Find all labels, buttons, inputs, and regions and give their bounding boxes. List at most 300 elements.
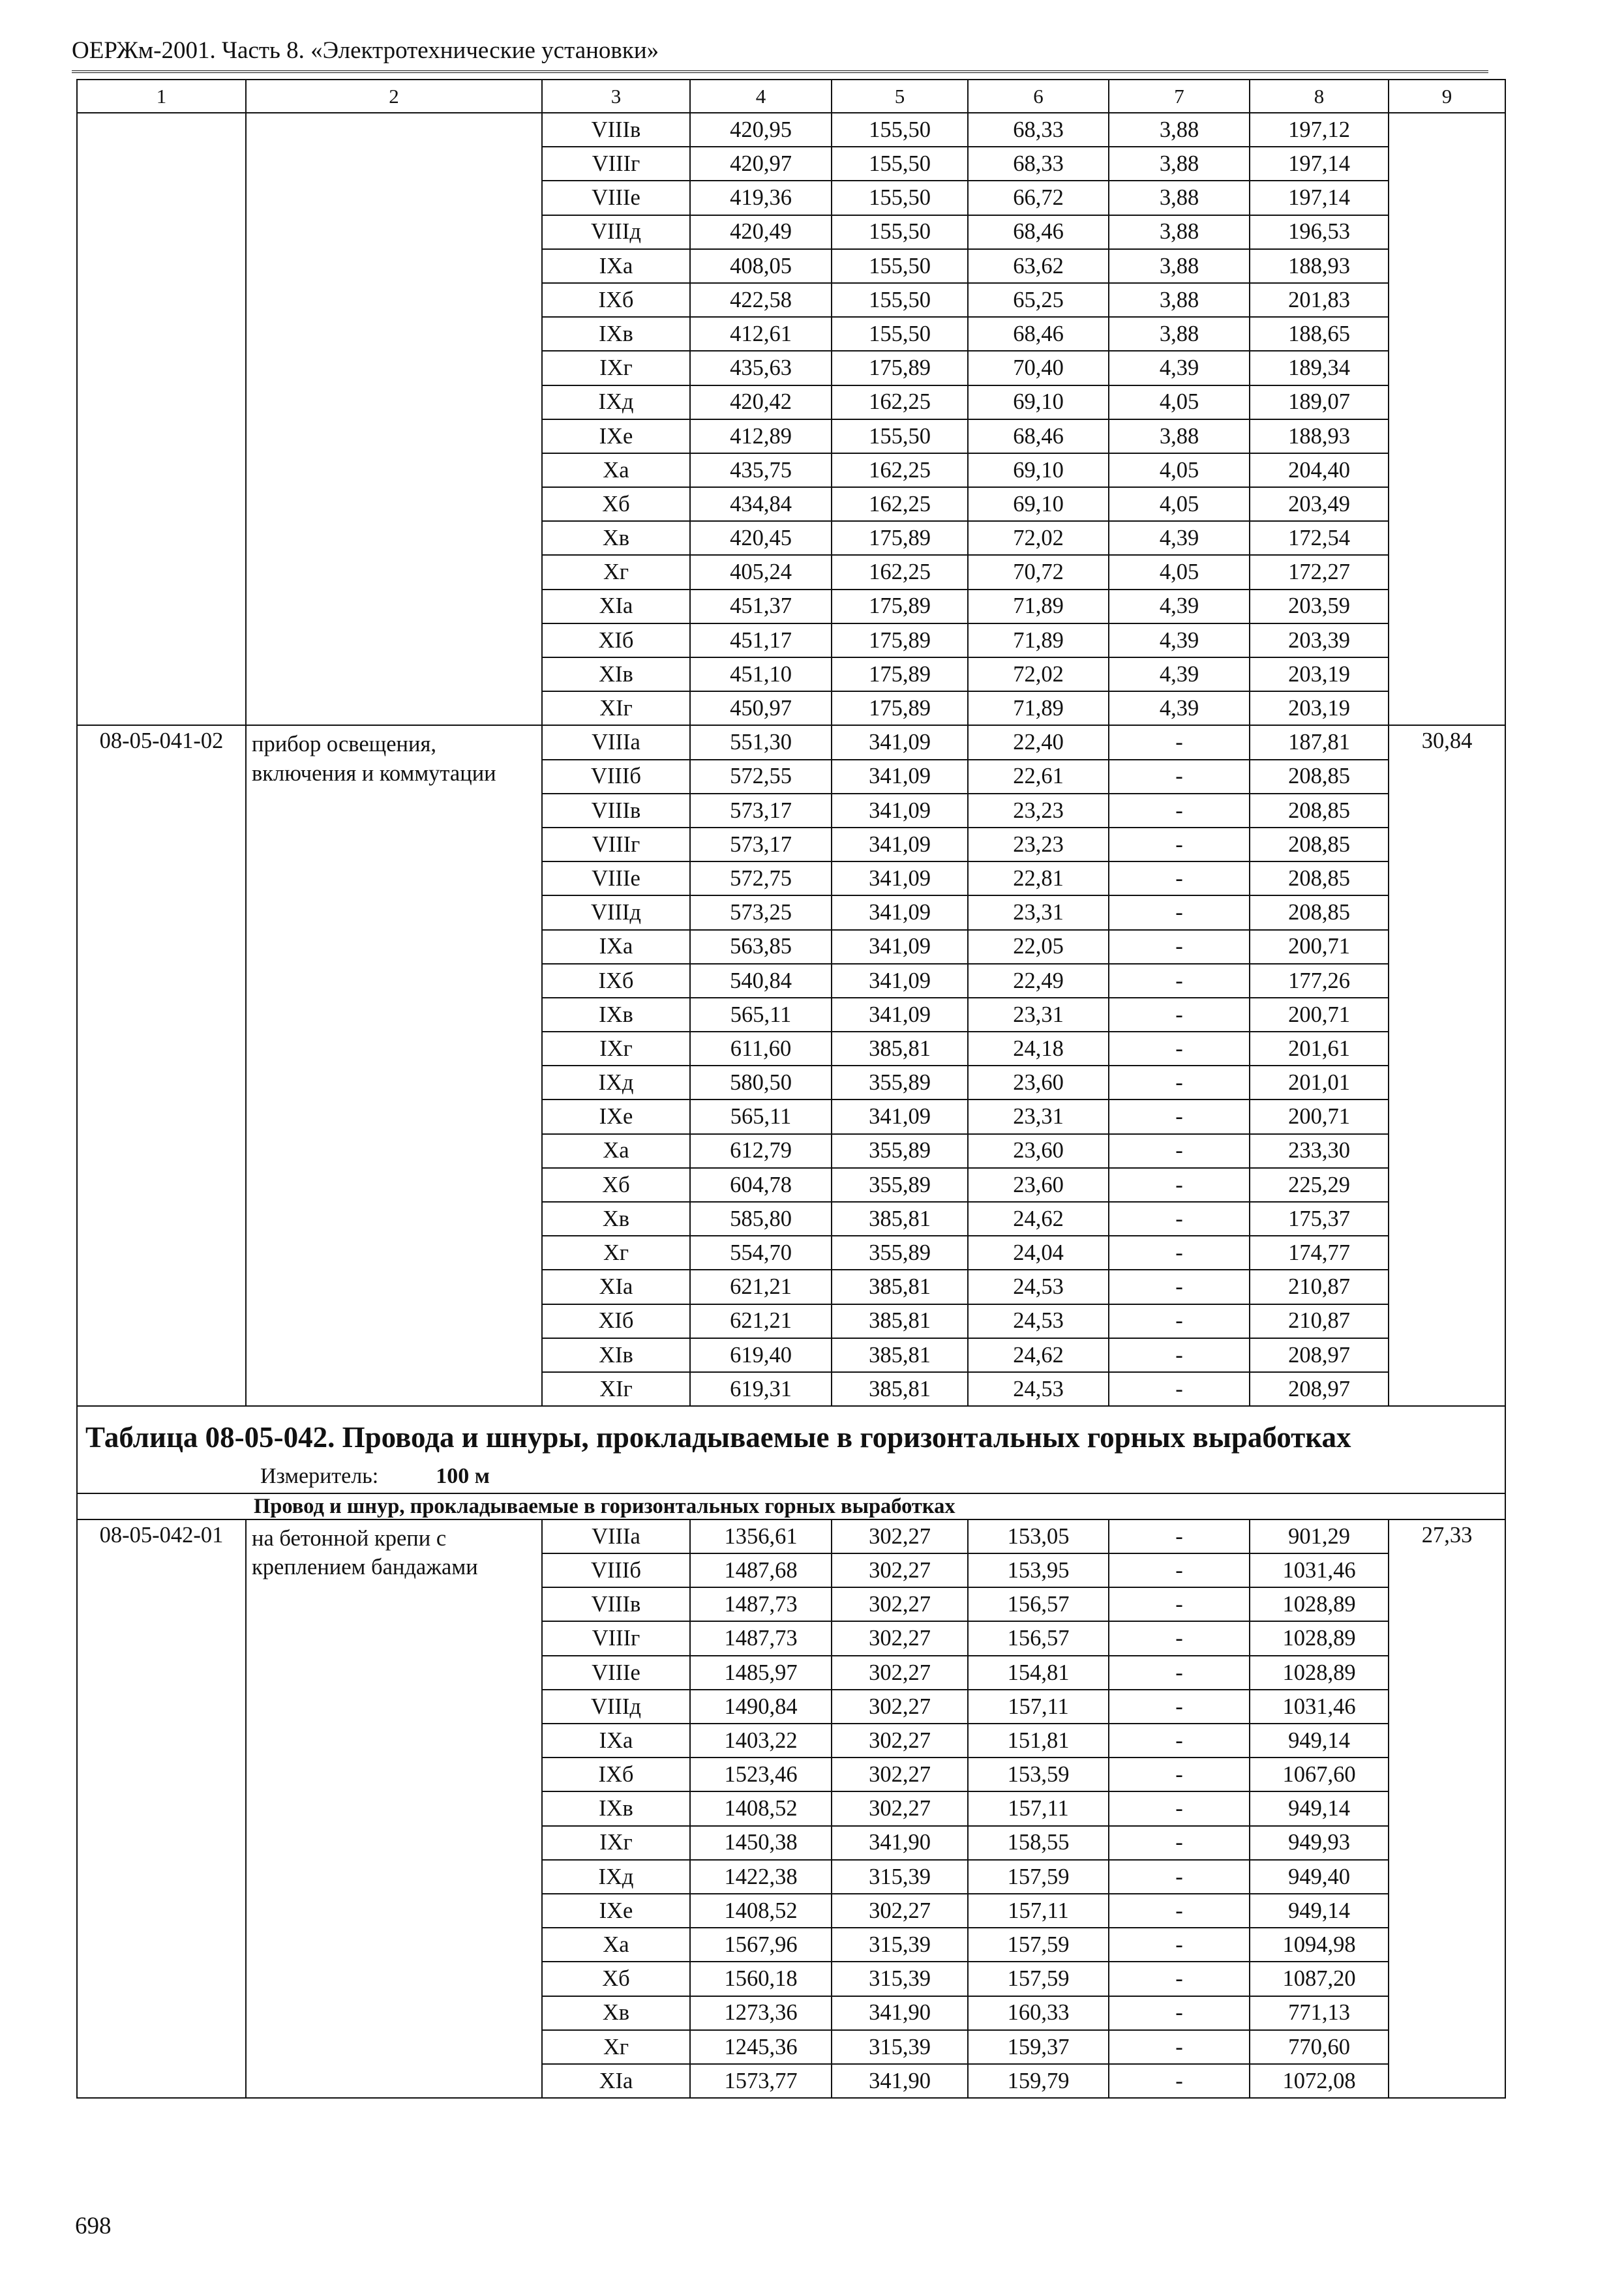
data-cell: 68,33 [968, 113, 1109, 147]
data-cell: - [1109, 2064, 1250, 2098]
data-cell: IXб [542, 283, 690, 317]
data-cell: 157,11 [968, 1690, 1109, 1724]
indicator-cell: 27,33 [1389, 1519, 1505, 2098]
data-cell: 1028,89 [1250, 1656, 1389, 1690]
data-cell: 4,05 [1109, 385, 1250, 419]
data-cell: Xв [542, 1996, 690, 2030]
indicator-cell: 30,84 [1389, 725, 1505, 1406]
table-row [77, 113, 1505, 147]
data-cell: 341,90 [832, 1826, 968, 1860]
data-cell: 572,55 [690, 760, 832, 794]
data-cell: 1487,73 [690, 1587, 832, 1621]
column-number: 6 [968, 80, 1109, 113]
data-cell: 23,31 [968, 998, 1109, 1032]
data-cell: 177,26 [1250, 964, 1389, 998]
data-cell: XIб [542, 1304, 690, 1338]
data-cell: 435,63 [690, 351, 832, 385]
data-cell: 151,81 [968, 1724, 1109, 1758]
data-cell: 573,17 [690, 794, 832, 828]
data-cell: 188,93 [1250, 249, 1389, 283]
data-cell: 208,97 [1250, 1338, 1389, 1372]
data-cell: 162,25 [832, 385, 968, 419]
data-cell: 1560,18 [690, 1962, 832, 1996]
data-cell: 385,81 [832, 1202, 968, 1236]
data-cell: 23,60 [968, 1168, 1109, 1202]
data-cell: 1487,68 [690, 1553, 832, 1587]
data-cell: 70,72 [968, 555, 1109, 589]
data-cell: VIIIе [542, 861, 690, 895]
data-cell: 208,85 [1250, 861, 1389, 895]
data-cell: 302,27 [832, 1519, 968, 1553]
data-cell: 157,11 [968, 1894, 1109, 1928]
data-cell: - [1109, 794, 1250, 828]
data-cell: 197,14 [1250, 181, 1389, 215]
data-cell: 604,78 [690, 1168, 832, 1202]
data-cell: 24,53 [968, 1270, 1109, 1304]
data-cell: 450,97 [690, 691, 832, 725]
data-cell: 210,87 [1250, 1270, 1389, 1304]
data-cell: 71,89 [968, 623, 1109, 657]
data-cell: 302,27 [832, 1758, 968, 1791]
data-cell: 315,39 [832, 2030, 968, 2064]
data-cell: - [1109, 828, 1250, 861]
data-cell: 1567,96 [690, 1928, 832, 1962]
data-cell: 3,88 [1109, 317, 1250, 351]
data-cell: 72,02 [968, 521, 1109, 555]
data-cell: 302,27 [832, 1724, 968, 1758]
data-cell: IXг [542, 1032, 690, 1066]
data-cell: 302,27 [832, 1587, 968, 1621]
data-cell: 153,05 [968, 1519, 1109, 1553]
data-cell: 420,42 [690, 385, 832, 419]
table-row [77, 725, 1505, 759]
data-cell: 355,89 [832, 1134, 968, 1168]
data-cell: 1087,20 [1250, 1962, 1389, 1996]
data-cell: 341,09 [832, 895, 968, 929]
data-cell: 68,46 [968, 317, 1109, 351]
data-cell: 157,59 [968, 1860, 1109, 1894]
data-cell: 619,40 [690, 1338, 832, 1372]
data-cell: IXг [542, 1826, 690, 1860]
data-cell: 572,75 [690, 861, 832, 895]
data-cell: 208,85 [1250, 828, 1389, 861]
data-cell: 65,25 [968, 283, 1109, 317]
data-cell: - [1109, 2030, 1250, 2064]
data-cell: - [1109, 1690, 1250, 1724]
data-cell: IXб [542, 1758, 690, 1791]
data-cell: Xб [542, 487, 690, 521]
data-cell: - [1109, 1338, 1250, 1372]
data-cell: 156,57 [968, 1621, 1109, 1655]
data-cell: VIIIв [542, 113, 690, 147]
data-cell: 162,25 [832, 453, 968, 487]
data-cell: 66,72 [968, 181, 1109, 215]
data-cell: 412,89 [690, 419, 832, 453]
column-number: 8 [1250, 80, 1389, 113]
data-cell: - [1109, 861, 1250, 895]
data-cell: 408,05 [690, 249, 832, 283]
data-cell: 175,89 [832, 351, 968, 385]
data-cell: 1028,89 [1250, 1587, 1389, 1621]
data-cell: - [1109, 1894, 1250, 1928]
data-cell: - [1109, 1553, 1250, 1587]
data-cell: 155,50 [832, 283, 968, 317]
data-cell: 585,80 [690, 1202, 832, 1236]
data-cell: 302,27 [832, 1791, 968, 1825]
code-cell [77, 113, 246, 725]
data-cell: 565,11 [690, 1100, 832, 1133]
data-cell: XIa [542, 1270, 690, 1304]
data-cell: - [1109, 1372, 1250, 1406]
table-title: Таблица 08-05-042. Провода и шнуры, прокладываемые в горизонтальных горных выработках [85, 1421, 1351, 1454]
data-cell: 153,59 [968, 1758, 1109, 1791]
data-cell: 188,65 [1250, 317, 1389, 351]
data-cell: IXв [542, 1791, 690, 1825]
data-cell: 3,88 [1109, 283, 1250, 317]
data-cell: 612,79 [690, 1134, 832, 1168]
data-cell: - [1109, 1587, 1250, 1621]
data-cell: 200,71 [1250, 1100, 1389, 1133]
data-cell: 420,49 [690, 215, 832, 249]
data-cell: - [1109, 1100, 1250, 1133]
data-cell: 949,40 [1250, 1860, 1389, 1894]
description-cell [246, 113, 542, 725]
data-cell: 23,23 [968, 794, 1109, 828]
data-cell: 175,89 [832, 657, 968, 691]
data-cell: 3,88 [1109, 113, 1250, 147]
data-cell: 1485,97 [690, 1656, 832, 1690]
data-cell: 157,59 [968, 1928, 1109, 1962]
data-cell: 341,09 [832, 828, 968, 861]
data-cell: 341,09 [832, 1100, 968, 1133]
table-title-section [77, 1406, 1505, 1519]
description-cell: прибор освещения, включения и коммутации [246, 725, 542, 1406]
data-cell: 4,39 [1109, 521, 1250, 555]
data-cell: - [1109, 1168, 1250, 1202]
data-cell: 23,60 [968, 1066, 1109, 1100]
data-cell: 63,62 [968, 249, 1109, 283]
data-cell: VIIIг [542, 147, 690, 181]
data-cell: 68,33 [968, 147, 1109, 181]
data-cell: 23,23 [968, 828, 1109, 861]
data-cell: 315,39 [832, 1860, 968, 1894]
data-cell: 1408,52 [690, 1791, 832, 1825]
data-cell: 155,50 [832, 317, 968, 351]
column-number: 7 [1109, 80, 1250, 113]
data-cell: Xб [542, 1962, 690, 1996]
data-cell: - [1109, 1962, 1250, 1996]
data-cell: 385,81 [832, 1304, 968, 1338]
data-cell: 23,60 [968, 1134, 1109, 1168]
data-cell: 197,12 [1250, 113, 1389, 147]
data-cell: 422,58 [690, 283, 832, 317]
data-cell: 189,07 [1250, 385, 1389, 419]
data-cell: 1487,73 [690, 1621, 832, 1655]
data-cell: IXе [542, 1894, 690, 1928]
data-cell: 901,29 [1250, 1519, 1389, 1553]
data-cell: 201,01 [1250, 1066, 1389, 1100]
data-cell: 22,49 [968, 964, 1109, 998]
data-cell: 154,81 [968, 1656, 1109, 1690]
data-cell: 4,39 [1109, 657, 1250, 691]
data-cell: 23,31 [968, 1100, 1109, 1133]
data-cell: 949,14 [1250, 1894, 1389, 1928]
indicator-cell [1389, 113, 1505, 725]
data-cell: IXв [542, 317, 690, 351]
column-number: 2 [246, 80, 542, 113]
data-cell: - [1109, 964, 1250, 998]
data-cell: 355,89 [832, 1066, 968, 1100]
data-cell: 24,53 [968, 1304, 1109, 1338]
data-cell: IXв [542, 998, 690, 1032]
data-cell: - [1109, 1791, 1250, 1825]
data-cell: 208,97 [1250, 1372, 1389, 1406]
data-cell: XIa [542, 2064, 690, 2098]
data-cell: VIIIa [542, 1519, 690, 1553]
data-cell: Xг [542, 555, 690, 589]
data-cell: 1273,36 [690, 1996, 832, 2030]
data-cell: 355,89 [832, 1168, 968, 1202]
data-cell: VIIIв [542, 794, 690, 828]
data-cell: IXд [542, 1860, 690, 1894]
data-cell: 24,62 [968, 1202, 1109, 1236]
data-cell: - [1109, 998, 1250, 1032]
data-cell: 554,70 [690, 1236, 832, 1270]
data-cell: 1450,38 [690, 1826, 832, 1860]
data-cell: 23,31 [968, 895, 1109, 929]
data-cell: 159,37 [968, 2030, 1109, 2064]
data-cell: VIIIе [542, 1656, 690, 1690]
data-cell: - [1109, 1066, 1250, 1100]
data-cell: VIIIд [542, 1690, 690, 1724]
data-cell: 405,24 [690, 555, 832, 589]
data-cell: IXг [542, 351, 690, 385]
data-cell: 172,54 [1250, 521, 1389, 555]
data-cell: 770,60 [1250, 2030, 1389, 2064]
meter-value: 100 м [436, 1463, 490, 1488]
data-cell: 1031,46 [1250, 1690, 1389, 1724]
data-cell: 302,27 [832, 1894, 968, 1928]
data-cell: IXб [542, 964, 690, 998]
data-cell: 175,89 [832, 691, 968, 725]
data-cell: 341,90 [832, 1996, 968, 2030]
table-body-part-2 [77, 1519, 1505, 2098]
data-cell: - [1109, 760, 1250, 794]
data-cell: 565,11 [690, 998, 832, 1032]
data-cell: VIIIб [542, 760, 690, 794]
data-cell: 1356,61 [690, 1519, 832, 1553]
data-cell: VIIIa [542, 725, 690, 759]
data-cell: 68,46 [968, 215, 1109, 249]
data-cell: 174,77 [1250, 1236, 1389, 1270]
data-cell: 385,81 [832, 1032, 968, 1066]
data-cell: 160,33 [968, 1996, 1109, 2030]
data-cell: 771,13 [1250, 1996, 1389, 2030]
column-number-row [77, 80, 1505, 113]
data-cell: Xб [542, 1168, 690, 1202]
data-cell: 451,10 [690, 657, 832, 691]
data-cell: 162,25 [832, 555, 968, 589]
data-cell: 1067,60 [1250, 1758, 1389, 1791]
data-cell: XIг [542, 1372, 690, 1406]
running-header: ОЕРЖм-2001. Часть 8. «Электротехнические установки» [72, 37, 659, 64]
data-cell: 4,39 [1109, 351, 1250, 385]
code-cell: 08-05-042-01 [77, 1519, 246, 2098]
table-body-part-1 [77, 80, 1505, 1406]
data-cell: VIIIд [542, 215, 690, 249]
data-cell: 4,05 [1109, 555, 1250, 589]
data-cell: 420,45 [690, 521, 832, 555]
data-cell: - [1109, 1826, 1250, 1860]
table-title-row [77, 1406, 1505, 1493]
column-number: 9 [1389, 80, 1505, 113]
data-cell: 451,37 [690, 590, 832, 623]
data-cell: 175,89 [832, 590, 968, 623]
data-cell: 1403,22 [690, 1724, 832, 1758]
data-cell: - [1109, 1928, 1250, 1962]
data-cell: 949,14 [1250, 1791, 1389, 1825]
data-cell: 341,09 [832, 964, 968, 998]
data-cell: 153,95 [968, 1553, 1109, 1587]
data-cell: 22,61 [968, 760, 1109, 794]
data-cell: 225,29 [1250, 1168, 1389, 1202]
data-cell: - [1109, 1519, 1250, 1553]
data-cell: 3,88 [1109, 249, 1250, 283]
data-cell: 203,49 [1250, 487, 1389, 521]
data-cell: Xa [542, 1134, 690, 1168]
data-cell: 208,85 [1250, 760, 1389, 794]
column-number: 4 [690, 80, 832, 113]
data-cell: 1072,08 [1250, 2064, 1389, 2098]
data-cell: 71,89 [968, 691, 1109, 725]
data-cell: 3,88 [1109, 147, 1250, 181]
data-cell: 175,89 [832, 521, 968, 555]
data-cell: 233,30 [1250, 1134, 1389, 1168]
column-number: 1 [77, 80, 246, 113]
data-cell: 385,81 [832, 1338, 968, 1372]
section-row [77, 1493, 1505, 1519]
data-cell: IXд [542, 1066, 690, 1100]
data-cell: 315,39 [832, 1928, 968, 1962]
data-cell: 189,34 [1250, 351, 1389, 385]
table-title-cell [77, 1406, 1505, 1493]
data-cell: 210,87 [1250, 1304, 1389, 1338]
data-cell: 201,83 [1250, 283, 1389, 317]
data-cell: 341,09 [832, 930, 968, 964]
code-cell: 08-05-041-02 [77, 725, 246, 1406]
data-cell: 155,50 [832, 249, 968, 283]
data-cell: 341,09 [832, 794, 968, 828]
data-cell: 69,10 [968, 453, 1109, 487]
data-cell: - [1109, 1860, 1250, 1894]
data-cell: 315,39 [832, 1962, 968, 1996]
rates-table [76, 79, 1506, 2099]
data-cell: 187,81 [1250, 725, 1389, 759]
data-cell: - [1109, 895, 1250, 929]
data-cell: - [1109, 1134, 1250, 1168]
data-cell: 1028,89 [1250, 1621, 1389, 1655]
data-cell: - [1109, 1758, 1250, 1791]
data-cell: 22,40 [968, 725, 1109, 759]
data-cell: IXд [542, 385, 690, 419]
data-cell: 420,97 [690, 147, 832, 181]
data-cell: XIг [542, 691, 690, 725]
data-cell: 4,39 [1109, 590, 1250, 623]
data-cell: 619,31 [690, 1372, 832, 1406]
data-cell: Xa [542, 453, 690, 487]
data-cell: 341,09 [832, 760, 968, 794]
data-cell: 172,27 [1250, 555, 1389, 589]
data-cell: 200,71 [1250, 930, 1389, 964]
data-cell: 341,09 [832, 861, 968, 895]
data-cell: 1523,46 [690, 1758, 832, 1791]
data-cell: 203,39 [1250, 623, 1389, 657]
data-cell: 69,10 [968, 385, 1109, 419]
data-cell: 341,09 [832, 725, 968, 759]
data-cell: VIIIе [542, 181, 690, 215]
data-cell: 24,53 [968, 1372, 1109, 1406]
data-cell: 155,50 [832, 147, 968, 181]
data-cell: 68,46 [968, 419, 1109, 453]
data-cell: 563,85 [690, 930, 832, 964]
data-cell: 208,85 [1250, 895, 1389, 929]
data-cell: 22,05 [968, 930, 1109, 964]
data-cell: 155,50 [832, 181, 968, 215]
data-cell: 3,88 [1109, 419, 1250, 453]
data-cell: 302,27 [832, 1656, 968, 1690]
data-cell: - [1109, 1656, 1250, 1690]
data-cell: 540,84 [690, 964, 832, 998]
data-cell: - [1109, 1621, 1250, 1655]
data-cell: 157,59 [968, 1962, 1109, 1996]
data-cell: 580,50 [690, 1066, 832, 1100]
header-rule [72, 70, 1488, 73]
data-cell: XIв [542, 1338, 690, 1372]
data-cell: 3,88 [1109, 215, 1250, 249]
data-cell: 4,05 [1109, 453, 1250, 487]
data-cell: - [1109, 1996, 1250, 2030]
data-cell: 4,39 [1109, 691, 1250, 725]
data-cell: 611,60 [690, 1032, 832, 1066]
data-cell: IXa [542, 930, 690, 964]
data-cell: - [1109, 725, 1250, 759]
data-cell: 203,19 [1250, 691, 1389, 725]
data-cell: Xг [542, 1236, 690, 1270]
data-cell: 3,88 [1109, 181, 1250, 215]
data-cell: 155,50 [832, 215, 968, 249]
data-cell: - [1109, 1724, 1250, 1758]
column-number: 3 [542, 80, 690, 113]
data-cell: XIв [542, 657, 690, 691]
data-cell: - [1109, 930, 1250, 964]
data-cell: 302,27 [832, 1553, 968, 1587]
table-row [77, 1519, 1505, 1553]
data-cell: IXa [542, 1724, 690, 1758]
data-cell: 435,75 [690, 453, 832, 487]
data-cell: - [1109, 1032, 1250, 1066]
data-cell: 355,89 [832, 1236, 968, 1270]
data-cell: 156,57 [968, 1587, 1109, 1621]
data-cell: Xв [542, 521, 690, 555]
data-cell: 162,25 [832, 487, 968, 521]
data-cell: 24,04 [968, 1236, 1109, 1270]
data-cell: 4,05 [1109, 487, 1250, 521]
data-cell: 341,09 [832, 998, 968, 1032]
data-cell: 208,85 [1250, 794, 1389, 828]
data-cell: - [1109, 1304, 1250, 1338]
data-cell: 420,95 [690, 113, 832, 147]
column-number: 5 [832, 80, 968, 113]
